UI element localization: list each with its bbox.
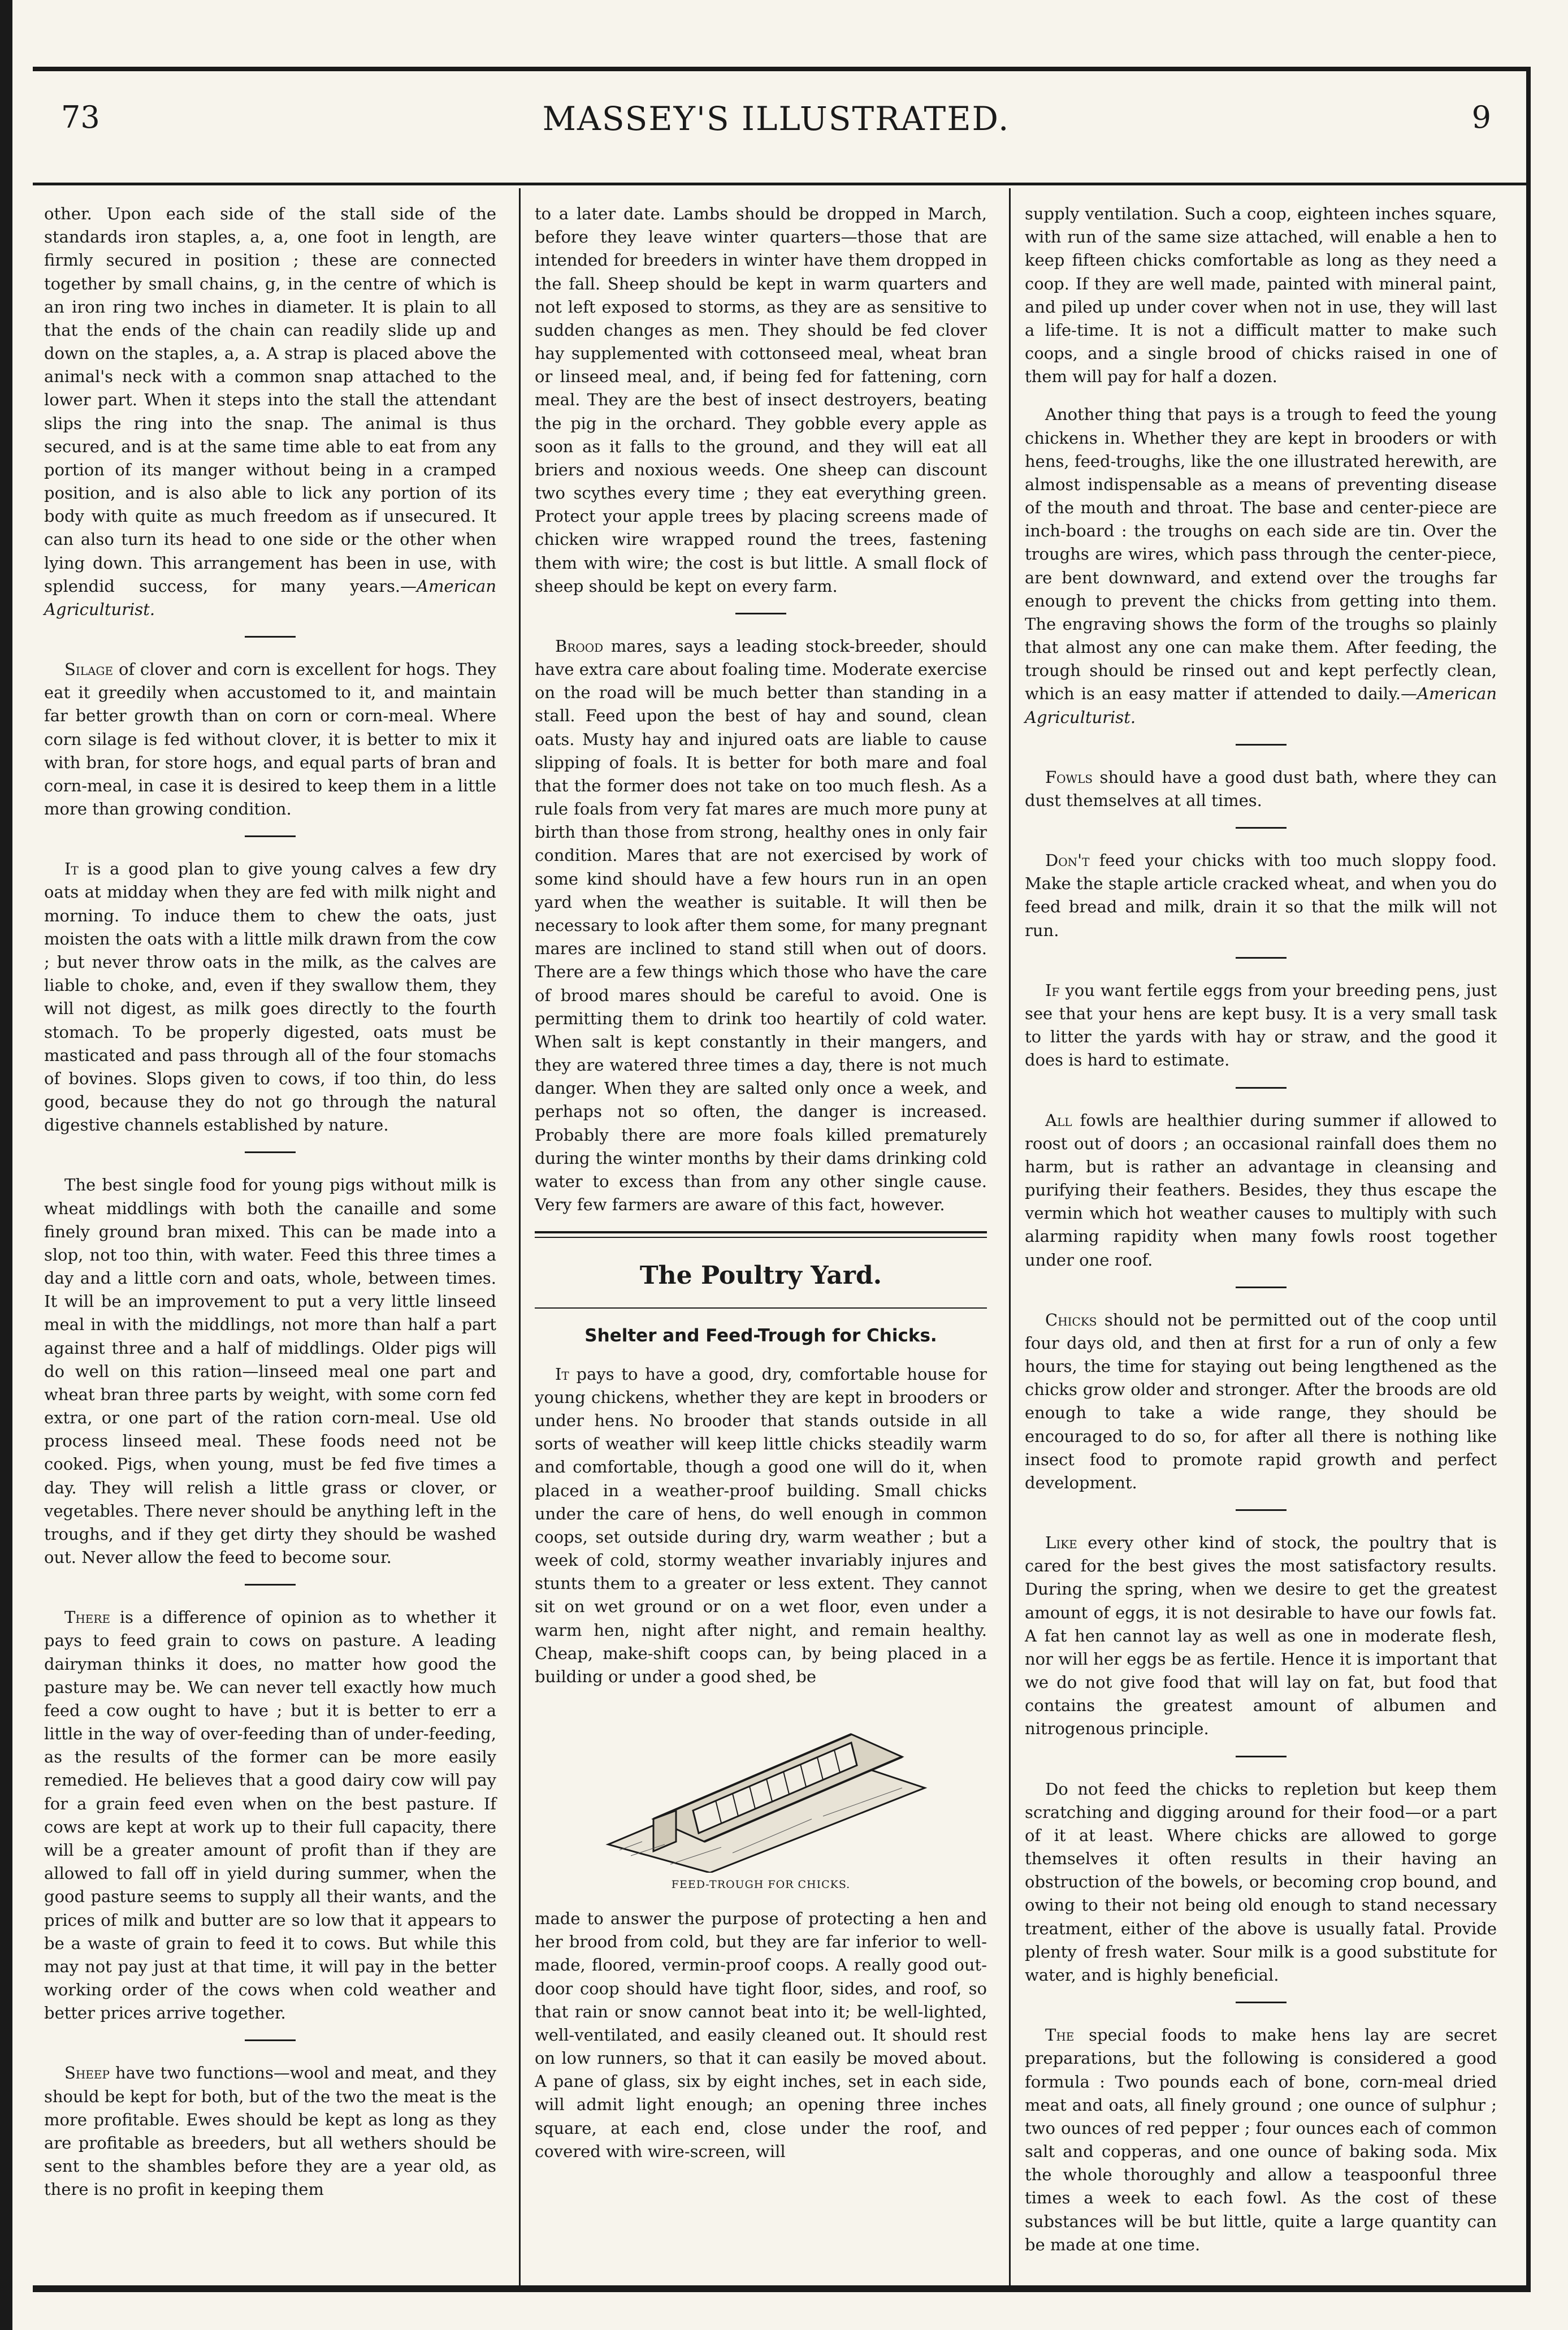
paragraph-sheep: Sheep have two functions—wool and meat, and they should be kept for both, but of the two the meat is the more profitable. Ewes should be kept as long as they are profitable as breeders, but all wethers should be sent to the shambles before they are a year old, as there is no profit in keeping them — [44, 2063, 496, 2199]
separator — [1236, 1087, 1287, 1089]
column-1 — [44, 202, 496, 2216]
paragraph-dont: Don't feed your chicks with too much sloppy food. Make the staple article cracked wheat, and when you do feed bread and milk, drain it so that the milk will not run. — [1025, 851, 1497, 940]
credit-line: —American Agriculturist. — [44, 576, 496, 619]
paragraph-trough: Another thing that pays is a trough to feed the young chickens in. Whether they are kept in brooders or with hens, feed-troughs, like the one illustrated herewith, are almost indispensable as a means of preventing disease of the mouth and throat. The base and center-piece are inch-board : the troughs on each side are tin. Over the troughs are wires, which pass through the center-piece, are bent downward, and extend over the troughs far enough to prevent the chicks from getting into them. The engraving shows the form of the troughs so plainly that almost any one can make them. After feeding, the trough should be rinsed out and kept perfectly clean, which is an easy matter if attended to daily.—American Agriculturist. — [1025, 405, 1497, 727]
paragraph-fowls: Fowls should have a good dust bath, where they can dust themselves at all times. — [1025, 767, 1497, 810]
page-header — [44, 83, 1508, 167]
header-rule — [33, 183, 1531, 185]
separator — [245, 636, 296, 638]
separator — [1236, 957, 1287, 959]
frame-bottom-rule — [33, 2285, 1531, 2292]
separator — [245, 1584, 296, 1586]
newspaper-page — [33, 67, 1531, 2299]
column-rule-1 — [519, 188, 521, 2288]
article-title: Shelter and Feed-Trough for Chicks. — [584, 1325, 937, 1346]
page-number-right: 9 — [1471, 99, 1491, 135]
paragraph-calves: It is a good plan to give young calves a few dry oats at midday when they are fed with milk night and morning. To induce them to chew the oats, just moisten the oats with a little milk drawn from the cow ; but never throw oats in the milk, as the calves are liable to choke, and, even if they swallow them, they will not digest, as milk goes directly to the fourth stomach. To be properly digested, oats must be masticated and pass through all of the four stomachs of bovines. Slops given to cows, if too thin, do less good, because they do not go through the natural digestive channels established by nature. — [44, 859, 496, 1135]
separator — [1236, 1756, 1287, 1757]
section-title: The Poultry Yard. — [639, 1261, 882, 1290]
binding-edge — [0, 0, 12, 2330]
page-number-left: 73 — [61, 99, 100, 135]
paragraph-foods: The special foods to make hens lay are secret preparations, but the following is considered a good formula : Two pounds each of bone, corn-meal dried meat and oats, all finely ground ; one ounce of sulphur ; two ounces of red pepper ; four ounces each of common salt and copperas, and one ounce of baking soda. Mix the whole thoroughly and allow a teaspoonful three times a week to each fowl. As the cost of these substances will be but little, quite a large quantity can be made at one time. — [1025, 2025, 1497, 2254]
paragraph-cows: There is a difference of opinion as to whether it pays to feed grain to cows on pasture. A leading dairyman thinks it does, no matter how good the pasture may be. We can never tell exactly how much feed a cow ought to have ; but it is better to err a little in the way of over-feeding than of under-feeding, as the results of the former can be more easily remedied. He believes that a good dairy cow will pay for a grain feed even when on the best pasture. If cows are kept at work up to their full capacity, there will be a greater amount of profit than if they are allowed to fall off in yield during summer, when the good pasture seems to supply all their wants, and the prices of milk and butter are so low that it appears to be a waste of grain to feed it to cows. But while this may not pay just at that time, it will pay in the better working order of the cows when cold weather and better prices arrive together. — [44, 1608, 496, 2023]
paragraph-stock: Like every other kind of stock, the poultry that is cared for the best gives the most satisfactory results. During the spring, when we desire to get the greatest amount of eggs, it is not desirable to have our fowls fat. A fat hen cannot lay as well as one in moderate flesh, nor will her eggs be as fertile. Hence it is important that we do not give food that will lay on fat, but food that contains the greatest amount of albumen and nitrogenous principle. — [1025, 1533, 1497, 1739]
separator — [245, 835, 296, 837]
separator — [245, 2039, 296, 2041]
credit-line: —American Agriculturist. — [1025, 684, 1497, 727]
paragraph-brood-mares: Brood mares, says a leading stock-breeder, should have extra care about foaling time. Moderate exercise on the road will be much better than standing in a stall. Feed upon the best of hay and sound, clean oats. Musty hay and injured oats are liable to cause slipping of foals. It is better for both mare and foal that the former does not take on too much flesh. As a rule foals from very fat mares are much more puny at birth than those from strong, healthy ones in only fair condition. Mares that are not exercised by work of some kind should have a few hours run in an open yard when the weather is suitable. It will then be necessary to look after them some, for many pregnant mares are inclined to stand still when out of doors. There are a few things which those who have the care of brood mares should be careful to avoid. One is permitting them to drink too heartily of cold water. When salt is kept constantly in their mangers, and they are watered three times a day, there is not much danger. When they are salted only once a week, and perhaps not so often, the danger is increased. Probably there are more foals killed prematurely during the winter months by their dams drinking cold water to excess than from any other single cause. Very few farmers are aware of this fact, however. — [535, 636, 987, 1215]
separator — [1236, 2002, 1287, 2003]
feed-trough-illustration — [557, 1703, 964, 1892]
section-rule — [535, 1237, 987, 1238]
frame-top-rule — [33, 67, 1531, 71]
paragraph-repletion: Do not feed the chicks to repletion but keep them scratching and digging around for their food—or a part of it at least. Where chicks are allowed to gorge themselves it often results in their having an obstruction of the bowels, or becoming crop bound, and owing to their not being old enough to stand necessary treatment, either of the above is usually fatal. Provide plenty of fresh water. Sour milk is a good substitute for water, and is highly beneficial. — [1025, 1779, 1497, 1985]
paragraph-ventilation: supply ventilation. Such a coop, eighteen inches square, with run of the same size attached, will enable a hen to keep fifteen chicks comfortable as long as they need a coop. If they are well made, painted with mineral paint, and piled up under cover when not in use, they will last a life-time. It is not a difficult matter to make such coops, and a single brood of chicks raised in one of them will pay for half a dozen. — [1025, 204, 1497, 387]
separator — [245, 1151, 296, 1153]
separator — [1236, 744, 1287, 746]
paragraph-silage: Silage of clover and corn is excellent for hogs. They eat it greedily when accustomed to it, and maintain far better growth than on corn or corn-meal. Where corn silage is fed without clover, it is better to mix it with bran, for store hogs, and equal parts of bran and corn-meal, in case it is desired to keep them in a little more than growing condition. — [44, 660, 496, 819]
paragraph-lambs: to a later date. Lambs should be dropped in March, before they leave winter quarters—those that are intended for breeders in winter have them dropped in the fall. Sheep should be kept in warm quarters and not left exposed to storms, as they are as sensitive to sudden changes as men. They should be fed clover hay supplemented with cottonseed meal, wheat bran or linseed meal, and, if being fed for fattening, corn meal. They are the best of insect destroyers, beating the pig in the orchard. They gobble every apple as soon as it falls to the ground, and they will eat all briers and noxious weeds. One sheep can discount two scythes every time ; they eat everything green. Protect your apple trees by placing screens made of chicken wire wrapped round the trees, fastening them with wire; the cost is but little. A small flock of sheep should be kept on every farm. — [535, 204, 987, 596]
figure-caption: FEED-TROUGH FOR CHICKS. — [671, 1878, 851, 1891]
column-3 — [1025, 202, 1497, 2271]
separator — [735, 613, 786, 614]
column-2 — [535, 202, 987, 2178]
paragraph-stall: other. Upon each side of the stall side of the standards iron staples, a, a, one foot in length, are firmly secured in position ; these are connected together by small chains, g, in the centre of which is an iron ring two inches in diameter. It is plain to all that the ends of the chain can readily slide up and down on the staples, a, a. A strap is placed above the animal's neck with a common snap attached to the lower part. When it steps into the stall the attendant slips the ring into the snap. The animal is thus secured, and is at the same time able to eat from any portion of its manger without being in a cramped position, and is also able to lick any portion of its body with quite as much freedom as if unsecured. It can also turn its head to one side or the other when lying down. This arrangement has been in use, with splendid success, for many years.—American Agriculturist. — [44, 204, 496, 619]
paragraph-pigs: The best single food for young pigs without milk is wheat middlings with both the canaille and some finely ground bran mixed. This can be made into a slop, not too thin, with water. Feed this three times a day and a little corn and oats, whole, between times. It will be an improvement to put a very little linseed meal in with the middlings, not more than half a part against three and a half of middlings. Older pigs will do well on this ration—linseed meal one part and wheat bran three parts by weight, with some corn fed extra, or one part of the ration corn-meal. Use old process linseed meal. These foods need not be cooked. Pigs, when young, must be fed five times a day. They will relish a little grass or clover, or vegetables. There never should be anything left in the troughs, and if they get dirty they should be washed out. Never allow the feed to become sour. — [44, 1175, 496, 1567]
separator — [1236, 827, 1287, 829]
paragraph-chicks: Chicks should not be permitted out of the coop until four days old, and then at first for a run of only a few hours, the time for staying out being lengthened as the chicks grow older and stronger. After the broods are old enough to take a wide range, they should be encouraged to do so, for after all there is nothing like insect food to promote rapid growth and perfect development. — [1025, 1310, 1497, 1492]
section-rule — [535, 1307, 987, 1309]
feed-trough-engraving — [586, 1703, 936, 1873]
paragraph-eggs: If you want fertile eggs from your breeding pens, just see that your hens are kept busy. It is a very small task to litter the yards with hay or straw, and the good it does is hard to estimate. — [1025, 980, 1497, 1070]
frame-right-rule — [1526, 67, 1531, 2291]
masthead-title: MASSEY'S ILLUSTRATED. — [542, 99, 1010, 138]
paragraph-coops: made to answer the purpose of protecting a hen and her brood from cold, but they are far inferior to well-made, floored, vermin-proof coops. A really good out-door coop should have tight floor, sides, and roof, so that rain or snow cannot beat into it; be well-lighted, well-ventilated, and easily cleaned out. It should rest on low runners, so that it can easily be moved about. A pane of glass, six by eight inches, set in each side, will admit light enough; an opening three inches square, at each end, close under the roof, and covered with wire-screen, will — [535, 1909, 987, 2161]
separator — [1236, 1287, 1287, 1288]
section-rule — [535, 1231, 987, 1233]
paragraph-roost: All fowls are healthier during summer if allowed to roost out of doors ; an occasional rainfall does them no harm, but is rather an advantage in cleansing and purifying their feathers. Besides, they thus escape the vermin which hot weather causes to multiply with such alarming rapidity when many fowls roost together under one roof. — [1025, 1110, 1497, 1270]
separator — [1236, 1509, 1287, 1511]
column-rule-2 — [1009, 188, 1011, 2288]
paragraph-shelter: It pays to have a good, dry, comfortable house for young chickens, whether they are kept in brooders or under hens. No brooder that stands outside in all sorts of weather will keep little chicks steadily warm and comfortable, though a good one will do it, when placed in a weather-proof building. Small chicks under the care of hens, do well enough in common coops, set outside during dry, warm weather ; but a week of cold, stormy weather invariably injures and stunts them to a greater or less extent. They cannot sit on wet ground or on a wet floor, even under a warm hen, night after night, and remain healthy. Cheap, make-shift coops can, by being placed in a building or under a good shed, be — [535, 1364, 987, 1686]
